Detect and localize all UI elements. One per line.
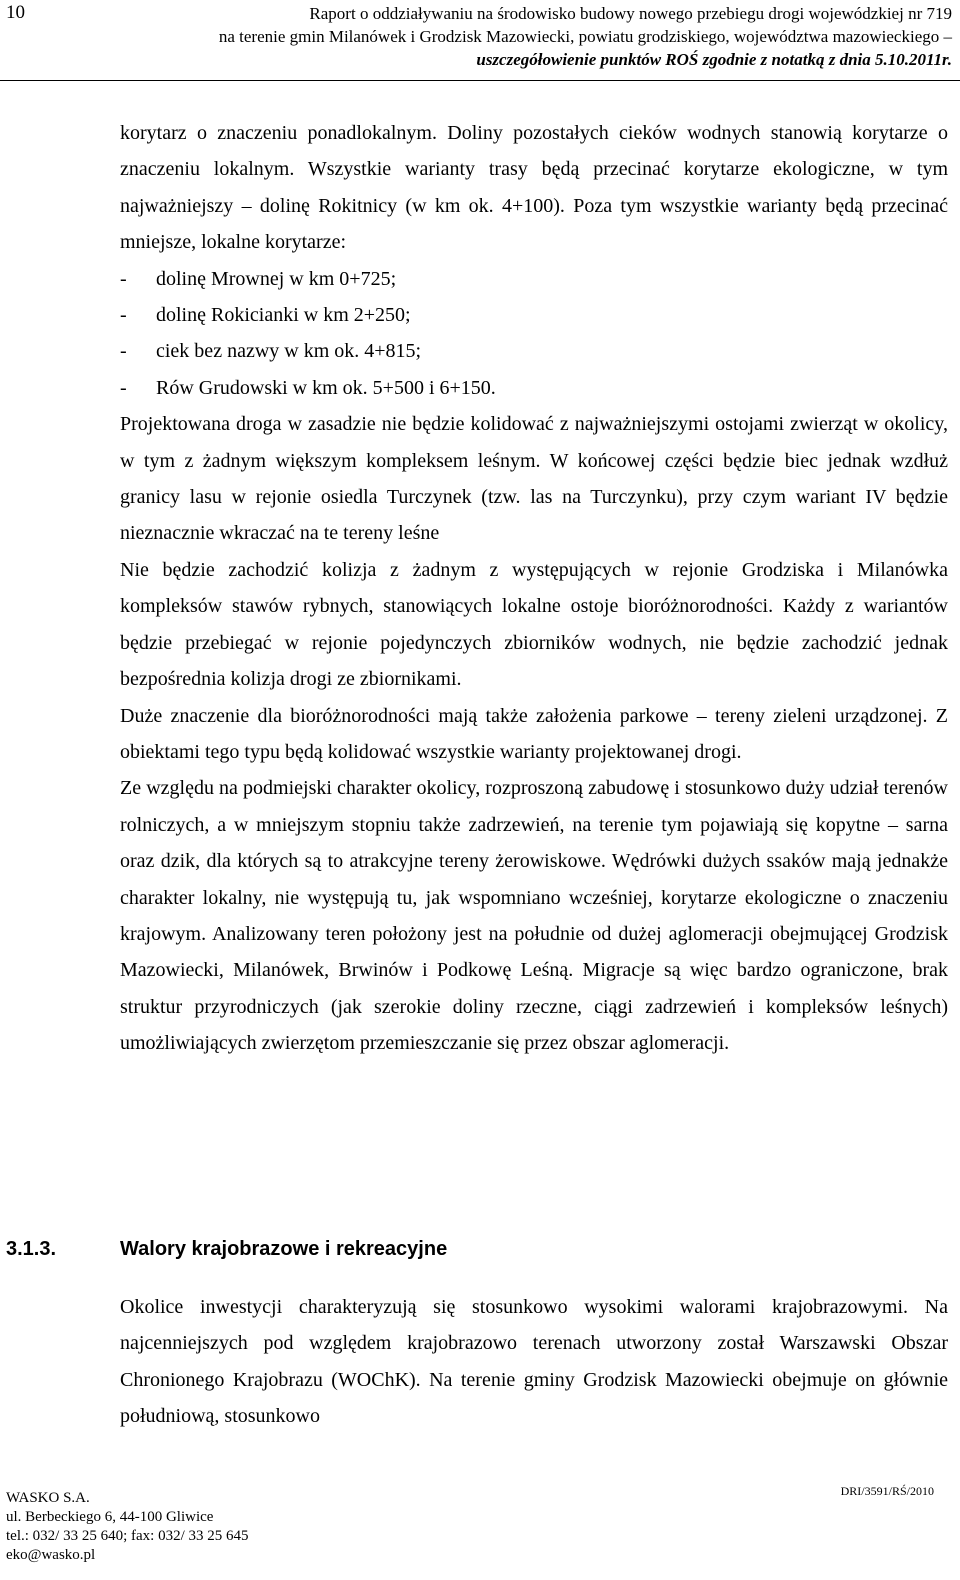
list-item-text: dolinę Mrownej w km 0+725;: [156, 267, 397, 290]
header-line-3: uszczegółowienie punktów ROŚ zgodnie z notatką z dnia 5.10.2011r.: [476, 50, 952, 69]
paragraph-wildlife: Ze względu na podmiejski charakter okolicy, rozproszoną zabudowę i stosunkowo duży udział terenów rolniczych, a w mniejszym stopniu także zadrzewień, na terenie tym pojawiają się kopytne – sarna oraz dzik, dla których są to atrakcyjne tereny żerowiskowe. Wędrówki dużych ssaków mają jednakże charakter lokalny, nie występują tu, jak wspomniano wcześniej, korytarze ekologiczne o znaczeniu krajowym. Analizowany teren położony jest na południe od dużej aglomeracji obejmującej Grodzisk Mazowiecki, Milanówek, Brwinów i Podkowę Leśną. Migracje są więc bardzo ograniczone, brak struktur przyrodniczych (jak szerokie doliny rzeczne, ciągi zadrzewień i kompleksów leśnych) umożliwiających zwierzętom przemieszczanie się przez obszar aglomeracji.: [120, 777, 948, 1055]
header-line-1: Raport o oddziaływaniu na środowisko budowy nowego przebiegu drogi wojewódzkiej nr 719: [309, 4, 952, 23]
section-text: [120, 1289, 948, 1435]
corridor-list: [120, 261, 948, 407]
main-text: [120, 115, 948, 1062]
section-number: 3.1.3.: [6, 1238, 57, 1260]
header-line-2: na terenie gmin Milanówek i Grodzisk Mazowiecki, powiatu grodziskiego, województwa mazowieckiego –: [218, 27, 952, 46]
list-item: [120, 370, 948, 406]
list-item-text: Rów Grudowski w km ok. 5+500 i 6+150.: [156, 376, 496, 399]
dash-bullet: -: [120, 267, 127, 290]
paragraph-parks: Duże znaczenie dla bioróżnorodności mają także założenia parkowe – tereny zieleni urządzonej. Z obiektami tego typu będą kolidować wszystkie warianty projektowanej drogi.: [120, 704, 948, 763]
dash-bullet: -: [120, 340, 127, 363]
list-item-text: dolinę Rokicianki w km 2+250;: [156, 304, 411, 327]
section-title: Walory krajobrazowe i rekreacyjne: [120, 1238, 448, 1260]
header-divider: [0, 80, 960, 81]
footer-phone: tel.: 032/ 33 25 640; fax: 032/ 33 25 645: [6, 1528, 249, 1544]
paragraph-habitats: Projektowana droga w zasadzie nie będzie kolidować z najważniejszymi ostojami zwierząt w okolicy, w tym z żadnym większym kompleksem leśnym. W końcowej części będzie biec jednak wzdłuż granicy lasu w rejonie osiedla Turczynek (tzw. las na Turczynku), przy czym wariant IV będzie nieznacznie wkraczać na te tereny leśne: [120, 413, 948, 545]
list-item-text: ciek bez nazwy w km ok. 4+815;: [156, 340, 422, 363]
footer-contact: [6, 1489, 248, 1565]
paragraph-landscape: Okolice inwestycji charakteryzują się stosunkowo wysokimi walorami krajobrazowymi. Na najcenniejszych pod względem krajobrazowo terenach utworzony został Warszawski Obszar Chronionego Krajobrazu (WOChK). Na terenie gminy Grodzisk Mazowiecki obejmuje on głównie południową, stosunkowo: [120, 1296, 948, 1428]
page-number: 10: [6, 2, 25, 23]
paragraph-ponds: Nie będzie zachodzić kolizja z żadnym z występujących w rejonie Grodziska i Milanówka kompleksów stawów rybnych, stanowiących lokalne ostoje bioróżnorodności. Każdy z wariantów będzie przebiegać w rejonie pojedynczych zbiorników wodnych, nie będzie zachodzić jednak bezpośrednia kolizja drogi ze zbiornikami.: [120, 558, 948, 691]
dash-bullet: -: [120, 376, 127, 399]
list-item: [120, 261, 948, 297]
footer-address: ul. Berbeckiego 6, 44-100 Gliwice: [6, 1509, 214, 1525]
list-item: [120, 333, 948, 369]
footer-email: eko@wasko.pl: [6, 1547, 96, 1563]
paragraph-corridors: korytarz o znaczeniu ponadlokalnym. Doliny pozostałych cieków wodnych stanowią korytarze o znaczeniu lokalnym. Wszystkie warianty trasy będą przecinać korytarze ekologiczne, w tym najważniejszy – dolinę Rokitnicy (w km ok. 4+100). Poza tym wszystkie warianty będą przecinać mniejsze, lokalne korytarze:: [120, 122, 948, 254]
footer-doc-code: DRI/3591/RŚ/2010: [840, 1484, 934, 1498]
footer-company: WASKO S.A.: [6, 1490, 90, 1506]
document-header: [100, 2, 952, 71]
list-item: [120, 297, 948, 333]
dash-bullet: -: [120, 304, 127, 327]
